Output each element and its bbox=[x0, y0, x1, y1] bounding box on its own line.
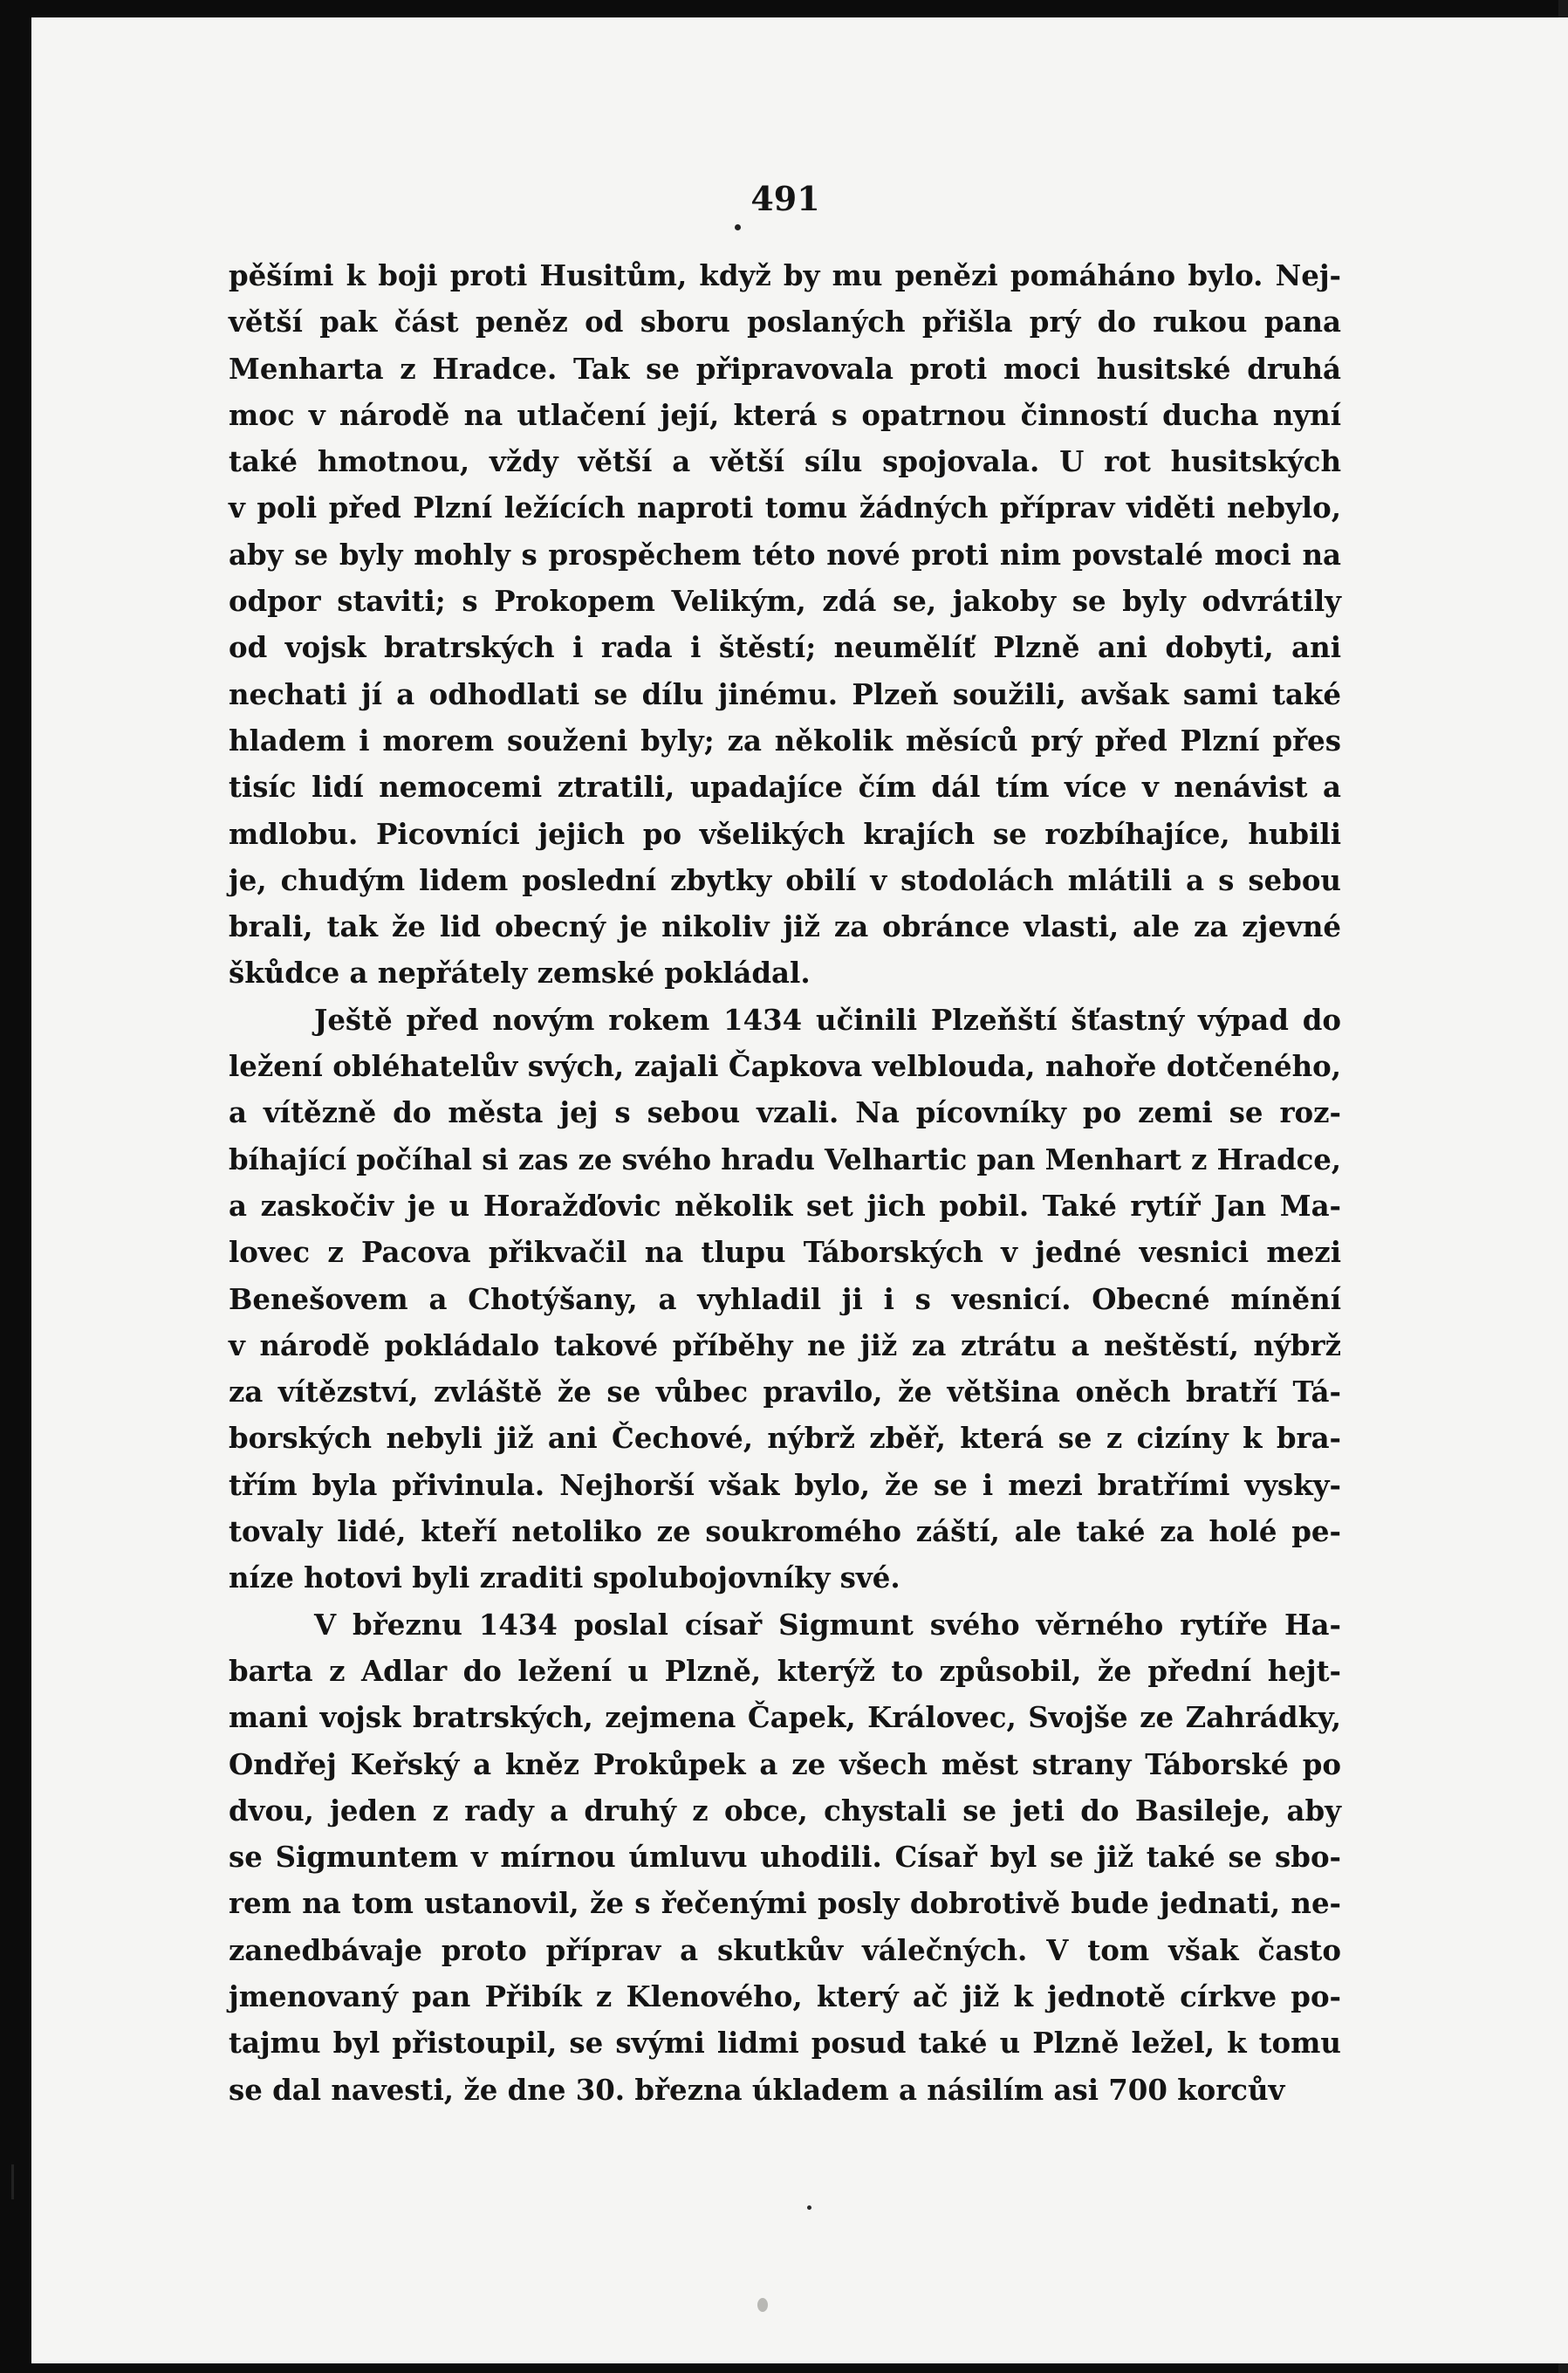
paragraph bbox=[229, 253, 1341, 998]
page-number-speck bbox=[735, 224, 741, 230]
text-line: Benešovem a Chotýšany, a vyhladil ji i s vesnicí. Obecné mínění bbox=[229, 1282, 1341, 1316]
text-line: mani vojsk bratrských, zejmena Čapek, Královec, Svojše ze Zahrádky, bbox=[229, 1701, 1341, 1735]
page-number: 491 bbox=[750, 179, 820, 218]
text-line: tisíc lidí nemocemi ztratili, upadajíce čím dál tím více v nenávist a bbox=[229, 771, 1341, 805]
text-line: Ještě před novým rokem 1434 učinili Plzeňští šťastný výpad do bbox=[314, 1003, 1341, 1037]
text-line: rem na tom ustanovil, že s řečenými posly dobrotivě bude jednati, ne- bbox=[229, 1887, 1341, 1921]
paragraph bbox=[229, 1602, 1341, 2114]
text-line: ležení obléhatelův svých, zajali Čapkova velblouda, nahoře dotčeného, bbox=[229, 1050, 1341, 1084]
text-line: borských nebyli již ani Čechové, nýbrž zběř, která se z cizíny k bra- bbox=[229, 1422, 1341, 1456]
text-line: v národě pokládalo takové příběhy ne již za ztrátu a neštěstí, nýbrž bbox=[229, 1328, 1341, 1362]
text-line: Menharta z Hradce. Tak se připravovala proti moci husitské druhá bbox=[229, 352, 1341, 386]
text-line: níze hotovi byli zraditi spolubojovníky své. bbox=[229, 1561, 900, 1595]
text-line: za vítězství, zvláště že se vůbec pravilo, že většina oněch bratří Tá- bbox=[229, 1375, 1341, 1409]
text-line: zanedbávaje proto příprav a skutkův válečných. V tom však často bbox=[229, 1933, 1341, 1967]
text-line: třím byla přivinula. Nejhorší však bylo, že se i mezi bratřími vysky- bbox=[229, 1468, 1341, 1502]
text-line: moc v národě na utlačení její, která s opatrnou činností ducha nyní bbox=[229, 398, 1341, 432]
text-line: je, chudým lidem poslední zbytky obilí v stodolách mlátili a s sebou bbox=[229, 863, 1341, 897]
text-line: bíhající počíhal si zas ze svého hradu Velhartic pan Menhart z Hradce, bbox=[229, 1142, 1341, 1176]
text-line: se dal navesti, že dne 30. března úkladem a násilím asi 700 korcův bbox=[229, 2073, 1285, 2107]
text-line: také hmotnou, vždy větší a větší sílu spojovala. U rot husitských bbox=[229, 445, 1341, 479]
text-line: odpor staviti; s Prokopem Velikým, zdá se, jakoby se byly odvrátily bbox=[229, 585, 1341, 619]
body-text bbox=[229, 253, 1341, 2114]
text-line: jmenovaný pan Přibík z Klenového, který ač již k jednotě církve po- bbox=[229, 1979, 1341, 2013]
text-line: tovaly lidé, kteří netoliko ze soukromého záští, ale také za holé pe- bbox=[229, 1515, 1341, 1549]
text-line: větší pak část peněz od sboru poslaných přišla prý do rukou pana bbox=[229, 305, 1341, 339]
text-line: tajmu byl přistoupil, se svými lidmi posud také u Plzně ležel, k tomu bbox=[229, 2027, 1341, 2061]
text-line: od vojsk bratrských i rada i štěstí; neumělíť Plzně ani dobyti, ani bbox=[229, 631, 1341, 665]
text-line: barta z Adlar do ležení u Plzně, kterýž to způsobil, že přední hejt- bbox=[229, 1654, 1341, 1688]
text-line: dvou, jeden z rady a druhý z obce, chystali se jeti do Basileje, aby bbox=[229, 1793, 1341, 1828]
paragraph bbox=[229, 998, 1341, 1602]
text-line: Ondřej Keřský a kněz Prokůpek a ze všech měst strany Táborské po bbox=[229, 1747, 1341, 1781]
text-line: mdlobu. Picovníci jejich po všelikých krajích se rozbíhajíce, hubili bbox=[229, 817, 1341, 851]
text-line: škůdce a nepřátely zemské pokládal. bbox=[229, 957, 811, 991]
text-line: nechati jí a odhodlati se dílu jinému. Plzeň soužili, avšak sami také bbox=[229, 677, 1341, 711]
text-line: a zaskočiv je u Horažďovic několik set jich pobil. Také rytíř Jan Ma- bbox=[229, 1189, 1341, 1223]
scan-speck bbox=[757, 2298, 768, 2312]
text-line: se Sigmuntem v mírnou úmluvu uhodili. Císař byl se již také se sbo- bbox=[229, 1841, 1341, 1875]
text-line: V březnu 1434 poslal císař Sigmunt svého věrného rytíře Ha- bbox=[314, 1608, 1341, 1642]
text-line: a vítězně do města jej s sebou vzali. Na pícovníky po zemi se roz- bbox=[229, 1096, 1341, 1130]
scan-speck bbox=[807, 2205, 811, 2210]
text-line: pěšími k boji proti Husitům, když by mu penězi pomáháno bylo. Nej- bbox=[229, 259, 1341, 292]
scan-artifact-left-mark bbox=[11, 2164, 14, 2199]
text-line: hladem i morem souženi byly; za několik měsíců prý před Plzní přes bbox=[229, 724, 1341, 758]
text-line: lovec z Pacova přikvačil na tlupu Táborských v jedné vesnici mezi bbox=[229, 1236, 1341, 1270]
text-line: aby se byly mohly s prospěchem této nové proti nim povstalé moci na bbox=[229, 538, 1341, 572]
text-line: brali, tak že lid obecný je nikoliv již za obránce vlasti, ale za zjevné bbox=[229, 910, 1341, 944]
text-line: v poli před Plzní ležících naproti tomu žádných příprav viděti nebylo, bbox=[229, 491, 1341, 525]
